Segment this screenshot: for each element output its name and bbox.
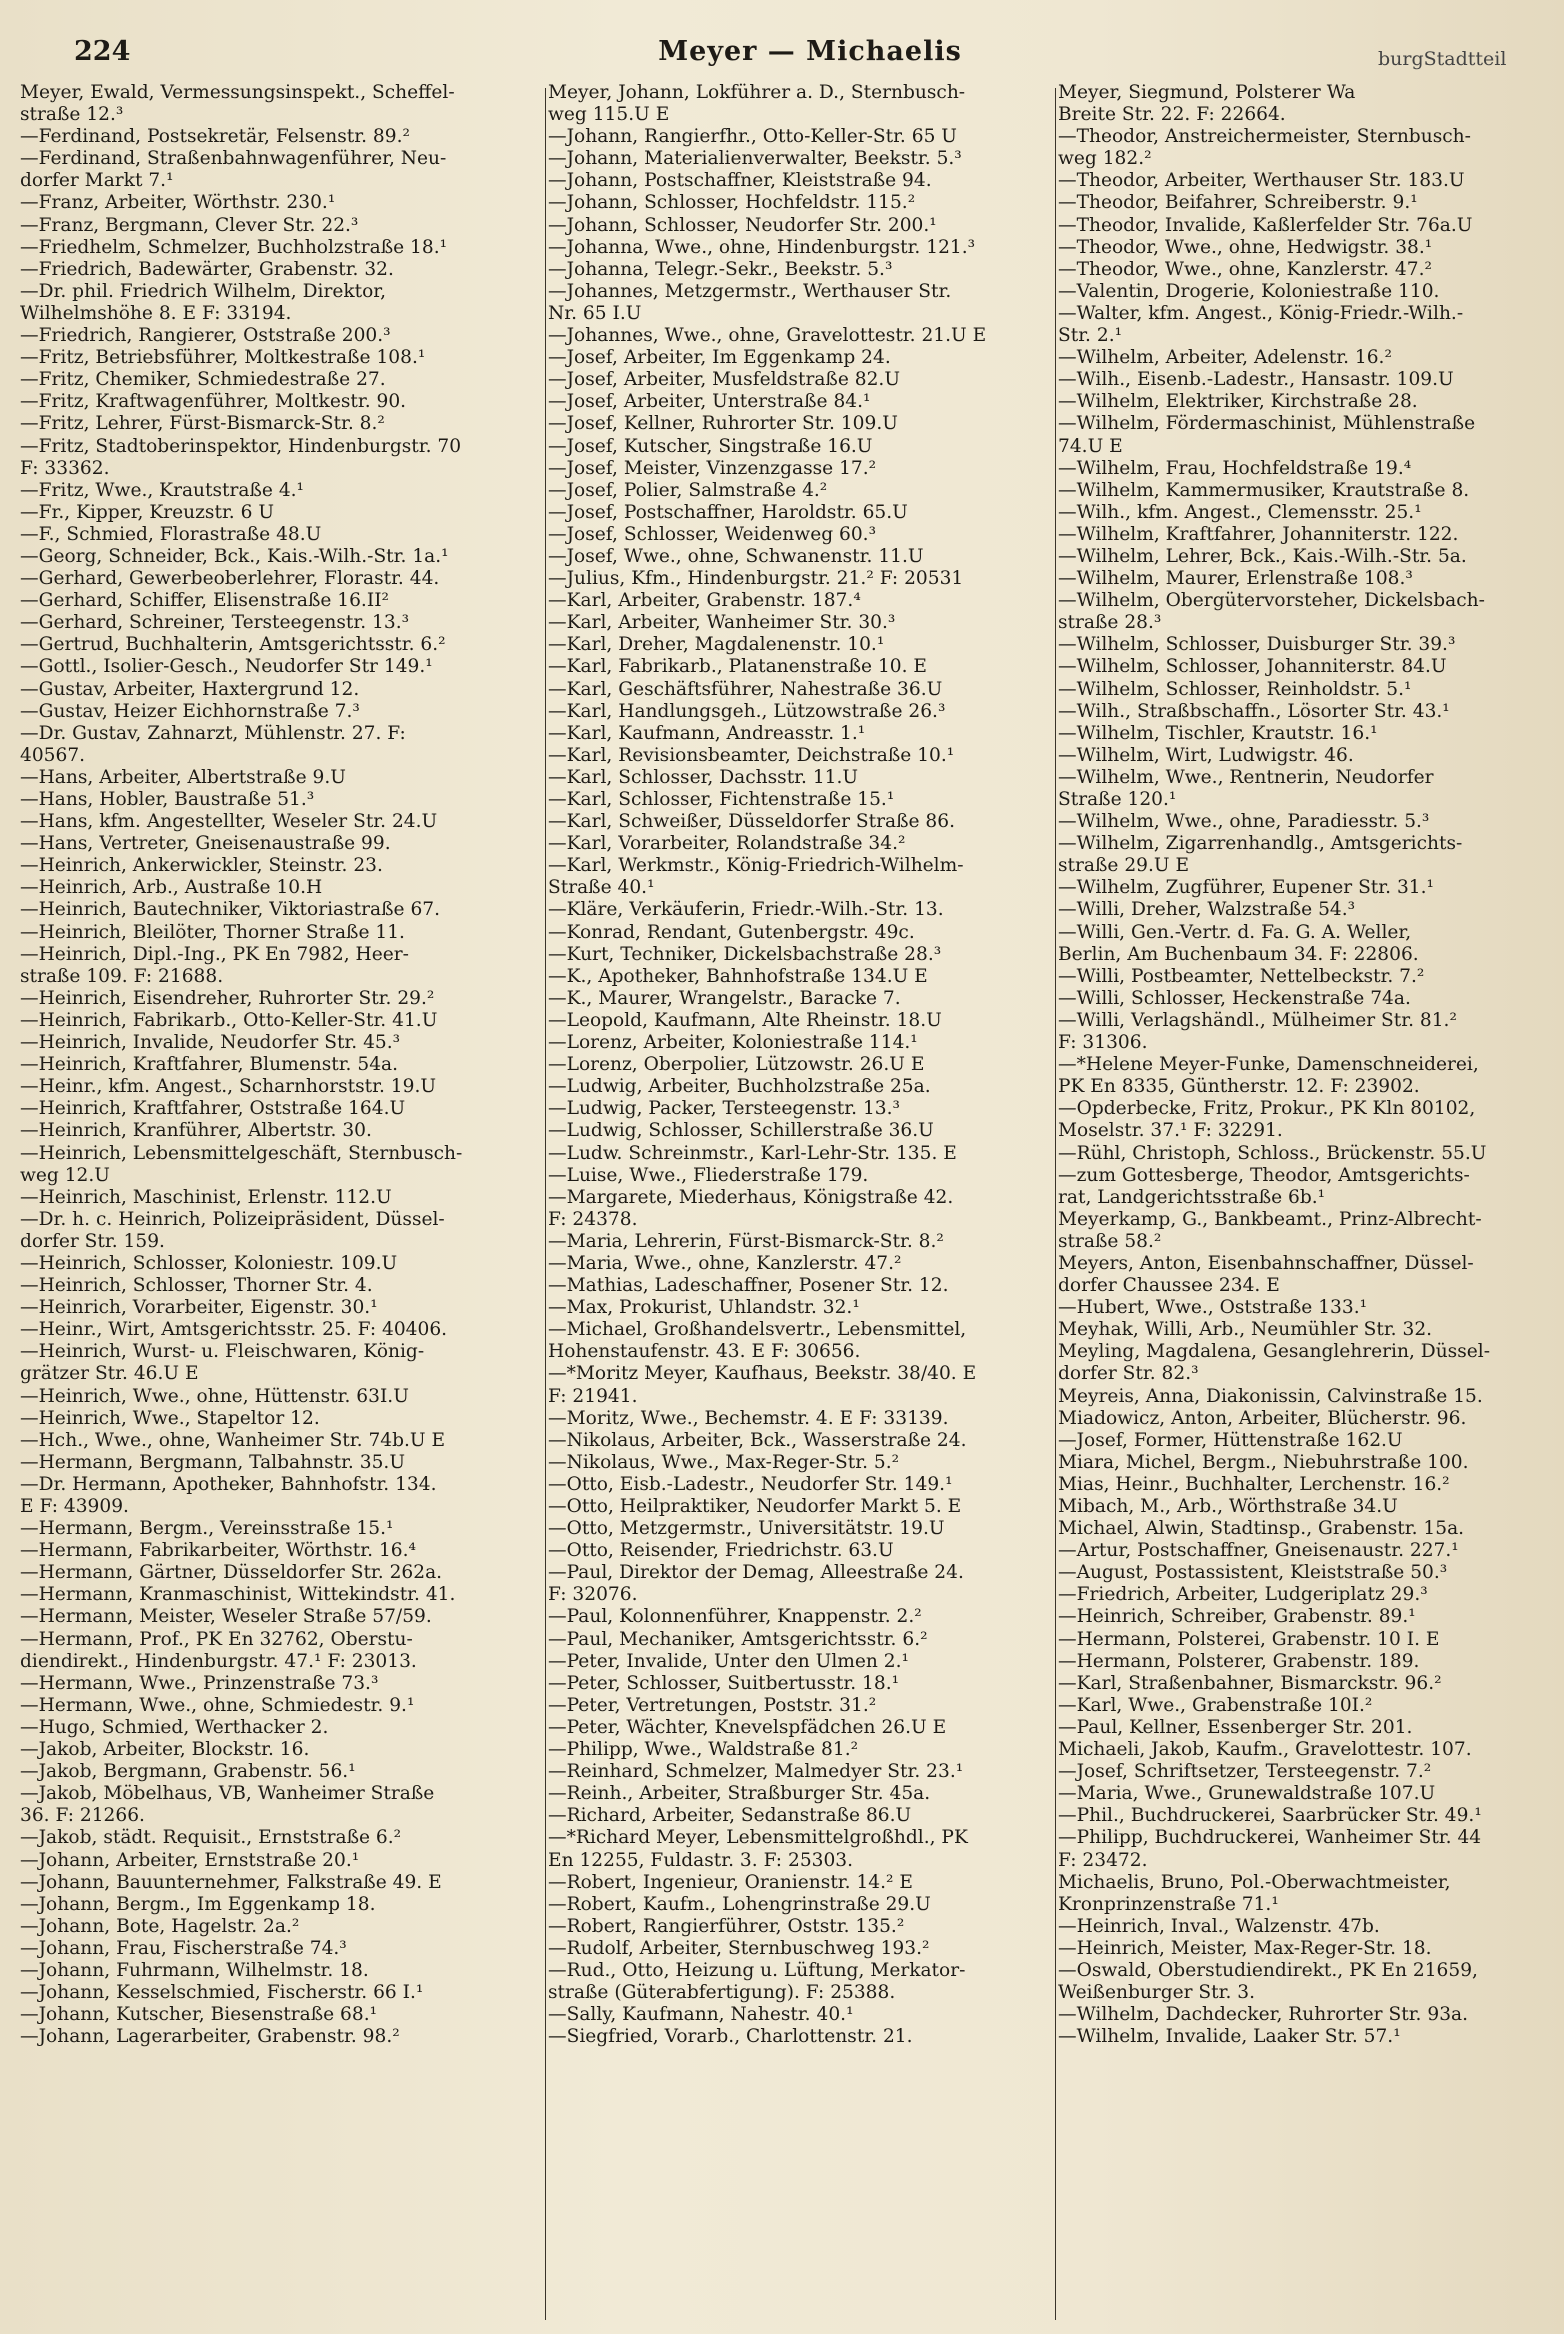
- directory-line: —Heinrich, Ankerwickler, Steinstr. 23.: [20, 855, 383, 877]
- directory-line: Miadowicz, Anton, Arbeiter, Blücherstr. 96.: [1058, 1407, 1467, 1429]
- directory-line: —Konrad, Rendant, Gutenbergstr. 49c.: [548, 921, 915, 943]
- directory-line: Meyling, Magdalena, Gesanglehrerin, Düssel-: [1058, 1341, 1490, 1363]
- directory-line: —Rühl, Christoph, Schloss., Brückenstr. 55.U: [1058, 1142, 1487, 1164]
- directory-line: —Friedrich, Rangierer, Oststraße 200.³: [20, 325, 391, 347]
- directory-line: —Hubert, Wwe., Oststraße 133.¹: [1058, 1297, 1368, 1319]
- directory-line: —Johann, Fuhrmann, Wilhelmstr. 18.: [20, 1959, 369, 1981]
- directory-line: —Josef, Wwe., ohne, Schwanenstr. 11.U: [548, 545, 924, 567]
- directory-line: —Dr. h. c. Heinrich, Polizeipräsident, Düssel-: [20, 1208, 445, 1230]
- directory-line: —Heinrich, Lebensmittelgeschäft, Sternbusch-: [20, 1142, 463, 1164]
- directory-line: —Oswald, Oberstudiendirekt., PK En 21659,: [1058, 1959, 1478, 1981]
- directory-line: —Heinrich, Schlosser, Thorner Str. 4.: [20, 1275, 373, 1297]
- directory-line: —Johann, Arbeiter, Ernststraße 20.¹: [20, 1849, 360, 1871]
- directory-line: —Karl, Wwe., Grabenstraße 10I.²: [1058, 1694, 1373, 1716]
- directory-line: —Ludw. Schreinmstr., Karl-Lehr-Str. 135. E: [548, 1142, 957, 1164]
- directory-line: —Wilh., Eisenb.-Ladestr., Hansastr. 109.U: [1058, 369, 1454, 391]
- directory-line: —Wilhelm, Arbeiter, Adelenstr. 16.²: [1058, 347, 1392, 369]
- directory-line: 74.U E: [1058, 435, 1123, 457]
- directory-line: Straße 40.¹: [548, 877, 655, 899]
- directory-line: Meyers, Anton, Eisenbahnschaffner, Düssel-: [1058, 1252, 1474, 1274]
- directory-line: —Dr. Hermann, Apotheker, Bahnhofstr. 134.: [20, 1473, 437, 1495]
- directory-line: —Wilhelm, Fördermaschinist, Mühlenstraße: [1058, 413, 1476, 435]
- directory-line: —Walter, kfm. Angest., König-Friedr.-Wilh.-: [1058, 302, 1464, 324]
- directory-line: —Hermann, Wwe., Prinzenstraße 73.³: [20, 1672, 379, 1694]
- directory-line: —Phil., Buchdruckerei, Saarbrücker Str. 49.¹: [1058, 1805, 1482, 1827]
- column-3: [1058, 82, 1560, 2048]
- directory-line: —Hch., Wwe., ohne, Wanheimer Str. 74b.U E: [20, 1429, 446, 1451]
- corner-stamp: burgStadtteil: [1378, 48, 1507, 70]
- directory-line: —Fr., Kipper, Kreuzstr. 6 U: [20, 501, 275, 523]
- directory-line: —Siegfried, Vorarb., Charlottenstr. 21.: [548, 2026, 913, 2048]
- directory-line: —Heinrich, Maschinist, Erlenstr. 112.U: [20, 1186, 392, 1208]
- directory-line: —Hans, Arbeiter, Albertstraße 9.U: [20, 766, 346, 788]
- directory-line: —Ferdinand, Straßenbahnwagenführer, Neu-: [20, 148, 447, 170]
- directory-line: Meyreis, Anna, Diakonissin, Calvinstraße 15.: [1058, 1385, 1483, 1407]
- directory-line: —Heinr., Wirt, Amtsgerichtsstr. 25. F: 40406.: [20, 1319, 448, 1341]
- directory-line: —Heinrich, Vorarbeiter, Eigenstr. 30.¹: [20, 1297, 378, 1319]
- directory-line: —Hermann, Fabrikarbeiter, Wörthstr. 16.⁴: [20, 1540, 416, 1562]
- directory-line: —Nikolaus, Arbeiter, Bck., Wasserstraße 24.: [548, 1429, 967, 1451]
- directory-line: —Reinhard, Schmelzer, Malmedyer Str. 23.¹: [548, 1761, 964, 1783]
- directory-line: —Gustav, Heizer Eichhornstraße 7.³: [20, 700, 360, 722]
- directory-line: —Fritz, Stadtoberinspektor, Hindenburgstr. 70: [20, 435, 462, 457]
- directory-line: Kronprinzenstraße 71.¹: [1058, 1893, 1279, 1915]
- directory-line: —Paul, Kellner, Essenberger Str. 201.: [1058, 1716, 1413, 1738]
- directory-line: —Josef, Arbeiter, Unterstraße 84.¹: [548, 391, 871, 413]
- directory-line: —Hermann, Bergm., Vereinsstraße 15.¹: [20, 1518, 394, 1540]
- directory-line: —Ludwig, Arbeiter, Buchholzstraße 25a.: [548, 1076, 931, 1098]
- directory-line: —Johann, Schlosser, Hochfeldstr. 115.²: [548, 192, 916, 214]
- directory-line: —Wilhelm, Elektriker, Kirchstraße 28.: [1058, 391, 1418, 413]
- directory-line: weg 182.²: [1058, 148, 1152, 170]
- directory-line: —Willi, Verlagshändl., Mülheimer Str. 81.²: [1058, 1009, 1457, 1031]
- directory-line: —Kurt, Techniker, Dickelsbachstraße 28.³: [548, 943, 942, 965]
- directory-line: —Gerhard, Schiffer, Elisenstraße 16.II²: [20, 590, 389, 612]
- directory-line: —Gottl., Isolier-Gesch., Neudorfer Str 149.¹: [20, 656, 433, 678]
- directory-line: —Karl, Fabrikarb., Platanenstraße 10. E: [548, 656, 927, 678]
- directory-line: —Josef, Arbeiter, Musfeldstraße 82.U: [548, 369, 900, 391]
- directory-line: —Wilhelm, Lehrer, Bck., Kais.-Wilh.-Str. 5a.: [1058, 545, 1467, 567]
- directory-line: —Wilhelm, Zugführer, Eupener Str. 31.¹: [1058, 877, 1434, 899]
- directory-line: —Heinrich, Kraftfahrer, Blumenstr. 54a.: [20, 1054, 399, 1076]
- directory-line: Michaeli, Jakob, Kaufm., Gravelottestr. 107.: [1058, 1739, 1472, 1761]
- directory-line: straße 12.³: [20, 104, 124, 126]
- directory-line: —Reinh., Arbeiter, Straßburger Str. 45a.: [548, 1783, 931, 1805]
- directory-line: En 12255, Fuldastr. 3. F: 25303.: [548, 1849, 854, 1871]
- directory-line: —Margarete, Miederhaus, Königstraße 42.: [548, 1186, 954, 1208]
- directory-line: straße 58.²: [1058, 1230, 1162, 1252]
- directory-line: —Robert, Rangierführer, Oststr. 135.²: [548, 1915, 905, 1937]
- directory-line: grätzer Str. 46.U E: [20, 1363, 199, 1385]
- directory-line: —Friedrich, Arbeiter, Ludgeriplatz 29.³: [1058, 1584, 1428, 1606]
- directory-line: —Johanna, Wwe., ohne, Hindenburgstr. 121.³: [548, 236, 976, 258]
- directory-line: —F., Schmied, Florastraße 48.U: [20, 523, 322, 545]
- directory-line: —Johann, Kesselschmied, Fischerstr. 66 I.¹: [20, 1982, 424, 2004]
- directory-line: —Theodor, Wwe., ohne, Kanzlerstr. 47.²: [1058, 258, 1432, 280]
- directory-line: —Karl, Arbeiter, Wanheimer Str. 30.³: [548, 612, 896, 634]
- directory-line: —Leopold, Kaufmann, Alte Rheinstr. 18.U: [548, 1009, 942, 1031]
- directory-line: —Sally, Kaufmann, Nahestr. 40.¹: [548, 2004, 854, 2026]
- directory-line: —Karl, Schlosser, Dachsstr. 11.U: [548, 766, 859, 788]
- directory-line: —Ferdinand, Postsekretär, Felsenstr. 89.²: [20, 126, 410, 148]
- directory-line: straße 109. F: 21688.: [20, 965, 224, 987]
- directory-line: —Hans, kfm. Angestellter, Weseler Str. 24.U: [20, 811, 438, 833]
- directory-line: F: 21941.: [548, 1385, 638, 1407]
- directory-line: —Jakob, Arbeiter, Blockstr. 16.: [20, 1739, 310, 1761]
- directory-line: —Mathias, Ladeschaffner, Posener Str. 12.: [548, 1275, 949, 1297]
- directory-line: —Theodor, Wwe., ohne, Hedwigstr. 38.¹: [1058, 236, 1433, 258]
- directory-line: Meyerkamp, G., Bankbeamt., Prinz-Albrecht-: [1058, 1208, 1482, 1230]
- directory-line: —Gertrud, Buchhalterin, Amtsgerichtsstr. 6.²: [20, 634, 446, 656]
- directory-line: Hohenstaufenstr. 43. E F: 30656.: [548, 1341, 861, 1363]
- directory-line: —Maria, Wwe., ohne, Kanzlerstr. 47.²: [548, 1252, 902, 1274]
- directory-line: —Heinrich, Schlosser, Koloniestr. 109.U: [20, 1252, 398, 1274]
- directory-line: Mibach, M., Arb., Wörthstraße 34.U: [1058, 1496, 1398, 1517]
- directory-line: —Peter, Schlosser, Suitbertusstr. 18.¹: [548, 1672, 900, 1694]
- directory-line: dorfer Str. 159.: [20, 1230, 165, 1252]
- directory-line: —Wilhelm, Frau, Hochfeldstraße 19.⁴: [1058, 457, 1412, 479]
- directory-line: —Wilhelm, Wwe., ohne, Paradiesstr. 5.³: [1058, 811, 1430, 833]
- directory-line: —Heinr., kfm. Angest., Scharnhorststr. 19.U: [20, 1076, 437, 1098]
- directory-line: —Hermann, Polsterei, Grabenstr. 10 I. E: [1058, 1628, 1440, 1650]
- directory-line: Straße 120.¹: [1058, 789, 1177, 810]
- directory-line: —Wilhelm, Tischler, Krautstr. 16.¹: [1058, 722, 1378, 744]
- directory-line: 36. F: 21266.: [20, 1805, 145, 1827]
- directory-line: weg 12.U: [20, 1164, 110, 1186]
- directory-line: —Moritz, Wwe., Bechemstr. 4. E F: 33139.: [548, 1407, 949, 1429]
- directory-line: —Max, Prokurist, Uhlandstr. 32.¹: [548, 1297, 860, 1319]
- directory-line: straße 29.U E: [1058, 855, 1190, 877]
- directory-line: —Nikolaus, Wwe., Max-Reger-Str. 5.²: [548, 1451, 900, 1473]
- directory-line: E F: 43909.: [20, 1496, 129, 1517]
- directory-line: —Heinrich, Kranführer, Albertstr. 30.: [20, 1120, 372, 1142]
- directory-line: —Wilhelm, Zigarrenhandlg., Amtsgerichts-: [1058, 833, 1463, 855]
- directory-line: —Heinrich, Arb., Austraße 10.H: [20, 877, 323, 899]
- directory-line: —Theodor, Invalide, Kaßlerfelder Str. 76a.U: [1058, 214, 1473, 236]
- directory-line: —*Richard Meyer, Lebensmittelgroßhdl., PK: [548, 1827, 968, 1849]
- directory-line: —Johann, Postschaffner, Kleiststraße 94.: [548, 170, 932, 192]
- directory-line: —K., Apotheker, Bahnhofstraße 134.U E: [548, 965, 928, 987]
- directory-line: —Richard, Arbeiter, Sedanstraße 86.U: [548, 1805, 912, 1827]
- directory-line: —Peter, Wächter, Knevelspfädchen 26.U E: [548, 1716, 947, 1738]
- directory-line: —Karl, Revisionsbeamter, Deichstraße 10.¹: [548, 744, 955, 766]
- directory-line: —Wilhelm, Kammermusiker, Krautstraße 8.: [1058, 479, 1470, 501]
- directory-line: —Fritz, Chemiker, Schmiedestraße 27.: [20, 369, 386, 391]
- directory-line: Berlin, Am Buchenbaum 34. F: 22806.: [1058, 943, 1419, 965]
- directory-line: —Friedhelm, Schmelzer, Buchholzstraße 18.¹: [20, 236, 448, 258]
- directory-line: —Dr. Gustav, Zahnarzt, Mühlenstr. 27. F:: [20, 722, 406, 744]
- directory-line: Breite Str. 22. F: 22664.: [1058, 104, 1286, 126]
- directory-line: —Karl, Arbeiter, Grabenstr. 187.⁴: [548, 590, 861, 612]
- directory-line: Miara, Michel, Bergm., Niebuhrstraße 100.: [1058, 1451, 1469, 1473]
- directory-line: —Josef, Former, Hüttenstraße 162.U: [1058, 1429, 1403, 1451]
- directory-line: —Fritz, Betriebsführer, Moltkestraße 108.¹: [20, 347, 426, 369]
- directory-line: —Hans, Vertreter, Gneisenaustraße 99.: [20, 833, 391, 855]
- directory-line: —Peter, Vertretungen, Poststr. 31.²: [548, 1694, 877, 1716]
- directory-line: straße 28.³: [1058, 612, 1162, 634]
- directory-line: —Fritz, Wwe., Krautstraße 4.¹: [20, 479, 305, 501]
- directory-line: —Josef, Polier, Salmstraße 4.²: [548, 479, 828, 501]
- directory-line: —Kläre, Verkäuferin, Friedr.-Wilh.-Str. 13.: [548, 899, 944, 921]
- directory-line: —Willi, Gen.-Vertr. d. Fa. G. A. Weller,: [1058, 921, 1412, 943]
- directory-line: —*Moritz Meyer, Kaufhaus, Beekstr. 38/40. E: [548, 1363, 977, 1385]
- directory-line: —Heinrich, Kraftfahrer, Oststraße 164.U: [20, 1098, 406, 1120]
- directory-line: Weißenburger Str. 3.: [1058, 1982, 1256, 2004]
- directory-line: —Peter, Invalide, Unter den Ulmen 2.¹: [548, 1650, 909, 1672]
- directory-line: Meyhak, Willi, Arb., Neumühler Str. 32.: [1058, 1319, 1433, 1341]
- directory-line: F: 32076.: [548, 1584, 638, 1606]
- directory-line: Mias, Heinr., Buchhalter, Lerchenstr. 16.²: [1058, 1473, 1450, 1495]
- directory-line: —Karl, Werkmstr., König-Friedrich-Wilhelm-: [548, 855, 964, 877]
- directory-line: —Hermann, Gärtner, Düsseldorfer Str. 262a.: [20, 1562, 443, 1584]
- directory-line: Moselstr. 37.¹ F: 32291.: [1058, 1120, 1283, 1142]
- directory-line: —Johann, Schlosser, Neudorfer Str. 200.¹: [548, 214, 937, 236]
- directory-line: —Hugo, Schmied, Werthacker 2.: [20, 1716, 329, 1738]
- directory-line: —Johann, Rangierfhr., Otto-Keller-Str. 65 U: [548, 126, 957, 148]
- directory-line: —Karl, Geschäftsführer, Nahestraße 36.U: [548, 678, 943, 700]
- directory-line: —Karl, Handlungsgeh., Lützowstraße 26.³: [548, 700, 946, 722]
- directory-line: —Valentin, Drogerie, Koloniestraße 110.: [1058, 280, 1440, 302]
- directory-line: —Gustav, Arbeiter, Haxtergrund 12.: [20, 678, 360, 700]
- directory-line: —Josef, Schriftsetzer, Tersteegenstr. 7.²: [1058, 1761, 1432, 1783]
- running-head: Meyer — Michaelis: [658, 36, 962, 67]
- directory-line: Michaelis, Bruno, Pol.-Oberwachtmeister,: [1058, 1871, 1451, 1893]
- directory-line: —Paul, Mechaniker, Amtsgerichtsstr. 6.²: [548, 1628, 928, 1650]
- column-1: [20, 82, 565, 2048]
- directory-line: —Heinrich, Bautechniker, Viktoriastraße 67.: [20, 899, 441, 921]
- directory-line: —Heinrich, Wwe., ohne, Hüttenstr. 63I.U: [20, 1385, 409, 1407]
- directory-line: —Heinrich, Fabrikarb., Otto-Keller-Str. 41.U: [20, 1009, 438, 1031]
- directory-line: —Heinrich, Dipl.-Ing., PK En 7982, Heer-: [20, 943, 409, 965]
- directory-line: —Philipp, Wwe., Waldstraße 81.²: [548, 1739, 859, 1761]
- directory-line: —Karl, Straßenbahner, Bismarckstr. 96.²: [1058, 1672, 1442, 1694]
- directory-line: —Theodor, Anstreichermeister, Sternbusch-: [1058, 126, 1471, 148]
- directory-line: straße (Güterabfertigung). F: 25388.: [548, 1982, 896, 2004]
- directory-line: F: 33362.: [20, 457, 110, 479]
- directory-line: —Hans, Hobler, Baustraße 51.³: [20, 789, 315, 810]
- directory-line: —Josef, Postschaffner, Haroldstr. 65.U: [548, 501, 908, 523]
- directory-line: dorfer Chaussee 234. E: [1058, 1275, 1280, 1297]
- directory-line: —Josef, Kutscher, Singstraße 16.U: [548, 435, 873, 457]
- directory-line: —zum Gottesberge, Theodor, Amtsgerichts-: [1058, 1164, 1470, 1186]
- directory-line: Nr. 65 I.U: [548, 302, 642, 324]
- directory-line: —Karl, Kaufmann, Andreasstr. 1.¹: [548, 722, 866, 744]
- directory-line: —Artur, Postschaffner, Gneisenaustr. 227.¹: [1058, 1540, 1459, 1562]
- directory-line: —Georg, Schneider, Bck., Kais.-Wilh.-Str. 1a.¹: [20, 545, 449, 567]
- directory-line: dorfer Str. 82.³: [1058, 1363, 1199, 1385]
- directory-line: —Johann, Lagerarbeiter, Grabenstr. 98.²: [20, 2026, 400, 2048]
- directory-line: —Gerhard, Schreiner, Tersteegenstr. 13.³: [20, 612, 410, 634]
- directory-line: —Heinrich, Schreiber, Grabenstr. 89.¹: [1058, 1606, 1416, 1628]
- directory-line: —Julius, Kfm., Hindenburgstr. 21.² F: 20531: [548, 568, 964, 590]
- directory-line: —Robert, Ingenieur, Oranienstr. 14.² E: [548, 1871, 913, 1893]
- directory-line: —Wilh., kfm. Angest., Clemensstr. 25.¹: [1058, 501, 1422, 523]
- directory-line: —Karl, Dreher, Magdalenenstr. 10.¹: [548, 634, 885, 656]
- directory-line: —Jakob, Möbelhaus, VB, Wanheimer Straße: [20, 1783, 435, 1805]
- directory-line: F: 24378.: [548, 1208, 638, 1230]
- directory-line: —Johann, Bote, Hagelstr. 2a.²: [20, 1915, 300, 1937]
- directory-line: —Heinrich, Wwe., Stapeltor 12.: [20, 1407, 320, 1429]
- directory-line: —Josef, Schlosser, Weidenweg 60.³: [548, 523, 877, 545]
- directory-line: —Luise, Wwe., Fliederstraße 179.: [548, 1164, 869, 1186]
- directory-line: —Josef, Arbeiter, Im Eggenkamp 24.: [548, 347, 891, 369]
- directory-line: diendirekt., Hindenburgstr. 47.¹ F: 23013.: [20, 1650, 417, 1672]
- directory-line: —Friedrich, Badewärter, Grabenstr. 32.: [20, 258, 394, 280]
- directory-line: —Karl, Schweißer, Düsseldorfer Straße 86.: [548, 811, 955, 833]
- directory-line: —Johann, Frau, Fischerstraße 74.³: [20, 1937, 347, 1959]
- directory-line: —Rud., Otto, Heizung u. Lüftung, Merkator-: [548, 1959, 966, 1981]
- directory-line: —Franz, Arbeiter, Wörthstr. 230.¹: [20, 192, 336, 214]
- directory-line: —*Helene Meyer-Funke, Damenschneiderei,: [1058, 1054, 1479, 1076]
- directory-line: Michael, Alwin, Stadtinsp., Grabenstr. 15a.: [1058, 1518, 1465, 1540]
- directory-line: —Johann, Kutscher, Biesenstraße 68.¹: [20, 2004, 378, 2026]
- directory-line: —Opderbecke, Fritz, Prokur., PK Kln 80102,: [1058, 1098, 1476, 1120]
- directory-line: Meyer, Siegmund, Polsterer Wa: [1058, 82, 1356, 103]
- directory-line: —Willi, Schlosser, Heckenstraße 74a.: [1058, 987, 1411, 1009]
- directory-line: Meyer, Johann, Lokführer a. D., Sternbusch-: [548, 82, 966, 103]
- directory-line: —Hermann, Bergmann, Talbahnstr. 35.U: [20, 1451, 405, 1473]
- directory-line: —Paul, Kolonnenführer, Knappenstr. 2.²: [548, 1606, 922, 1628]
- directory-line: —Paul, Direktor der Demag, Alleestraße 24.: [548, 1562, 964, 1584]
- directory-line: —Wilhelm, Wwe., Rentnerin, Neudorfer: [1058, 766, 1434, 788]
- directory-line: Str. 2.¹: [1058, 325, 1123, 347]
- directory-line: —Hermann, Meister, Weseler Straße 57/59.: [20, 1606, 432, 1628]
- directory-line: —Michael, Großhandelsvertr., Lebensmittel,: [548, 1319, 967, 1341]
- directory-line: PK En 8335, Güntherstr. 12. F: 23902.: [1058, 1076, 1420, 1098]
- directory-line: —Hermann, Polsterer, Grabenstr. 189.: [1058, 1650, 1420, 1672]
- directory-line: —Heinrich, Meister, Max-Reger-Str. 18.: [1058, 1937, 1432, 1959]
- directory-line: F: 23472.: [1058, 1849, 1148, 1871]
- directory-line: —Otto, Metzgermstr., Universitätstr. 19.U: [548, 1518, 945, 1540]
- directory-line: —Willi, Postbeamter, Nettelbeckstr. 7.²: [1058, 965, 1425, 987]
- directory-line: —Fritz, Lehrer, Fürst-Bismarck-Str. 8.²: [20, 413, 385, 435]
- directory-line: —Heinrich, Inval., Walzenstr. 47b.: [1058, 1915, 1380, 1937]
- page-number: 224: [74, 36, 131, 67]
- directory-line: —Robert, Kaufm., Lohengrinstraße 29.U: [548, 1893, 931, 1915]
- directory-line: —Josef, Kellner, Ruhrorter Str. 109.U: [548, 413, 898, 435]
- directory-line: —Johannes, Wwe., ohne, Gravelottestr. 21.U E: [548, 325, 987, 347]
- directory-line: —Wilhelm, Maurer, Erlenstraße 108.³: [1058, 568, 1413, 590]
- directory-line: —Fritz, Kraftwagenführer, Moltkestr. 90.: [20, 391, 407, 413]
- directory-line: F: 31306.: [1058, 1032, 1148, 1054]
- page-header: [0, 36, 1564, 76]
- directory-line: —Wilhelm, Schlosser, Johanniterstr. 84.U: [1058, 656, 1447, 678]
- directory-line: —Wilhelm, Kraftfahrer, Johanniterstr. 122.: [1058, 523, 1459, 545]
- column-2: [548, 82, 1051, 2048]
- directory-line: —Heinrich, Eisendreher, Ruhrorter Str. 29.²: [20, 987, 435, 1009]
- directory-line: —Wilhelm, Schlosser, Duisburger Str. 39.³: [1058, 634, 1456, 656]
- directory-line: —Johanna, Telegr.-Sekr., Beekstr. 5.³: [548, 258, 893, 280]
- directory-line: —Wilhelm, Obergütervorsteher, Dickelsbach-: [1058, 590, 1485, 612]
- directory-line: —Hermann, Prof., PK En 32762, Oberstu-: [20, 1628, 413, 1650]
- directory-line: —Wilh., Straßbschaffn., Lösorter Str. 43.¹: [1058, 700, 1450, 722]
- directory-line: weg 115.U E: [548, 104, 670, 126]
- directory-line: —Karl, Vorarbeiter, Rolandstraße 34.²: [548, 833, 906, 855]
- directory-line: —Jakob, städt. Requisit., Ernststraße 6.²: [20, 1827, 402, 1849]
- directory-line: rat, Landgerichtsstraße 6b.¹: [1058, 1186, 1326, 1208]
- directory-line: —Johann, Materialienverwalter, Beekstr. 5.³: [548, 148, 962, 170]
- directory-line: —Wilhelm, Wirt, Ludwigstr. 46.: [1058, 744, 1354, 766]
- directory-line: —August, Postassistent, Kleiststraße 50.³: [1058, 1562, 1448, 1584]
- directory-line: —K., Maurer, Wrangelstr., Baracke 7.: [548, 987, 901, 1009]
- directory-line: —Hermann, Wwe., ohne, Schmiedestr. 9.¹: [20, 1694, 415, 1716]
- directory-line: —Lorenz, Oberpolier, Lützowstr. 26.U E: [548, 1054, 925, 1076]
- directory-line: —Willi, Dreher, Walzstraße 54.³: [1058, 899, 1356, 921]
- directory-line: —Franz, Bergmann, Clever Str. 22.³: [20, 214, 359, 236]
- directory-line: Meyer, Ewald, Vermessungsinspekt., Scheffel-: [20, 82, 455, 103]
- directory-line: —Maria, Lehrerin, Fürst-Bismarck-Str. 8.²: [548, 1230, 944, 1252]
- directory-line: —Theodor, Beifahrer, Schreiberstr. 9.¹: [1058, 192, 1418, 214]
- column-rule: [1055, 88, 1056, 2320]
- directory-line: —Maria, Wwe., Grunewaldstraße 107.U: [1058, 1783, 1436, 1805]
- directory-line: —Heinrich, Invalide, Neudorfer Str. 45.³: [20, 1032, 401, 1054]
- directory-line: —Karl, Schlosser, Fichtenstraße 15.¹: [548, 789, 895, 810]
- directory-line: —Rudolf, Arbeiter, Sternbuschweg 193.²: [548, 1937, 930, 1959]
- directory-line: —Jakob, Bergmann, Grabenstr. 56.¹: [20, 1761, 356, 1783]
- directory-line: —Otto, Heilpraktiker, Neudorfer Markt 5. E: [548, 1496, 962, 1517]
- directory-line: —Johann, Bergm., Im Eggenkamp 18.: [20, 1893, 376, 1915]
- directory-line: —Johannes, Metzgermstr., Werthauser Str.: [548, 280, 952, 302]
- directory-line: 40567.: [20, 744, 86, 766]
- directory-line: —Ludwig, Packer, Tersteegenstr. 13.³: [548, 1098, 900, 1120]
- directory-line: —Heinrich, Wurst- u. Fleischwaren, König-: [20, 1341, 425, 1363]
- directory-line: —Theodor, Arbeiter, Werthauser Str. 183.U: [1058, 170, 1465, 192]
- directory-line: —Dr. phil. Friedrich Wilhelm, Direktor,: [20, 280, 387, 302]
- directory-line: —Philipp, Buchdruckerei, Wanheimer Str. 44: [1058, 1827, 1482, 1849]
- directory-line: —Gerhard, Gewerbeoberlehrer, Florastr. 44.: [20, 568, 440, 590]
- directory-line: Wilhelmshöhe 8. E F: 33194.: [20, 302, 292, 324]
- directory-line: —Lorenz, Arbeiter, Koloniestraße 114.¹: [548, 1032, 918, 1054]
- directory-line: —Wilhelm, Dachdecker, Ruhrorter Str. 93a.: [1058, 2004, 1469, 2026]
- directory-line: —Wilhelm, Invalide, Laaker Str. 57.¹: [1058, 2026, 1401, 2048]
- directory-line: —Johann, Bauunternehmer, Falkstraße 49. E: [20, 1871, 442, 1893]
- directory-line: dorfer Markt 7.¹: [20, 170, 174, 192]
- directory-line: —Ludwig, Schlosser, Schillerstraße 36.U: [548, 1120, 934, 1142]
- directory-line: —Heinrich, Bleilöter, Thorner Straße 11.: [20, 921, 405, 943]
- directory-line: —Otto, Reisender, Friedrichstr. 63.U: [548, 1540, 894, 1562]
- directory-line: —Otto, Eisb.-Ladestr., Neudorfer Str. 149.¹: [548, 1473, 953, 1495]
- directory-line: —Hermann, Kranmaschinist, Wittekindstr. 41.: [20, 1584, 456, 1606]
- directory-line: —Josef, Meister, Vinzenzgasse 17.²: [548, 457, 877, 479]
- directory-line: —Wilhelm, Schlosser, Reinholdstr. 5.¹: [1058, 678, 1412, 700]
